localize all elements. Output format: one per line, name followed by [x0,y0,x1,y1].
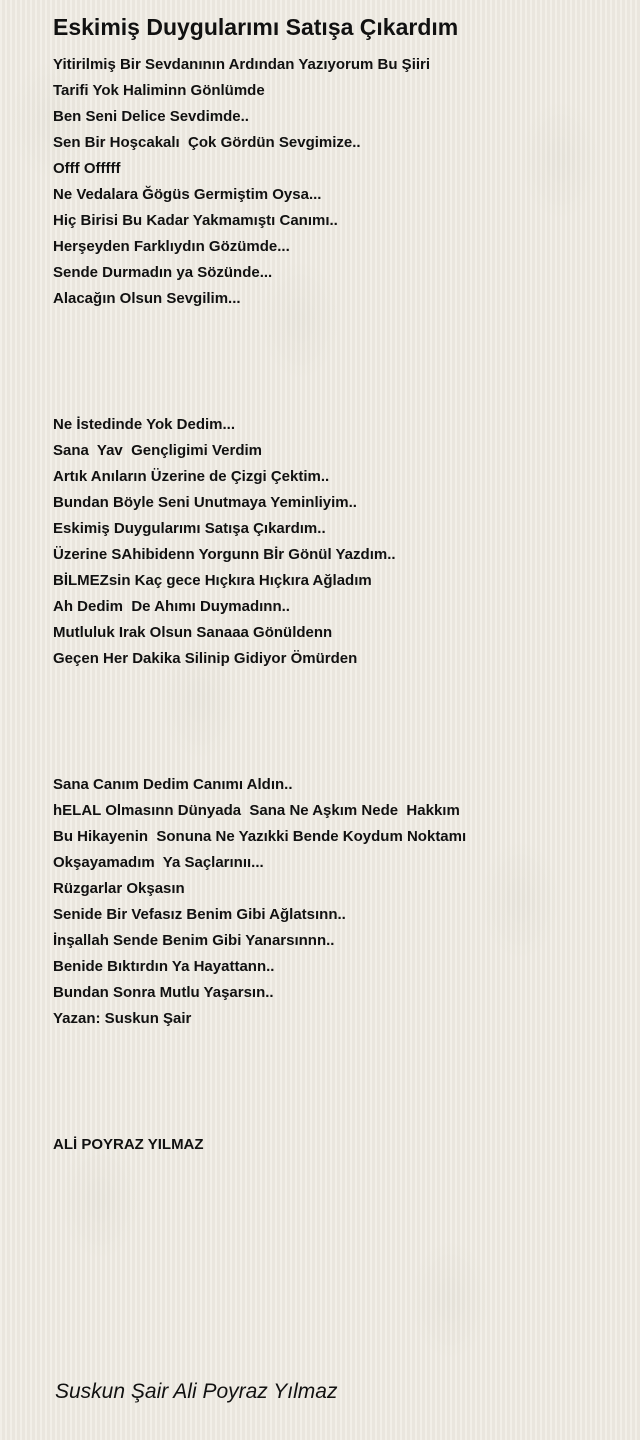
stanza-1 [53,52,430,312]
poem-line: Sende Durmadın ya Sözünde... [53,264,273,281]
stanza-3 [53,772,466,1032]
poem-line: Ben Seni Delice Sevdimde.. [53,108,249,125]
poem-line: Yazan: Suskun Şair [53,1010,192,1027]
poem-line: Hiç Birisi Bu Kadar Yakmamıştı Canımı.. [53,212,338,229]
author-signature: Suskun Şair Ali Poyraz Yılmaz [55,1380,338,1403]
author-name: ALİ POYRAZ YILMAZ [53,1136,204,1153]
poem-line: Mutluluk Irak Olsun Sanaaa Gönüldenn [53,624,333,641]
poem-line: Bu Hikayenin Sonuna Ne Yazıkki Bende Koydum Noktamı [53,828,467,845]
stanza-2 [53,412,396,672]
poem-line: Üzerine SAhibidenn Yorgunn Bİr Gönül Yazdım.. [53,546,396,563]
poem-line: Ne Vedalara Ğögüs Germiştim Oysa... [53,186,322,203]
poem-line: hELAL Olmasınn Dünyada Sana Ne Aşkım Nede Hakkım [53,802,460,819]
poem-line: Sen Bir Hoşcakalı Çok Gördün Sevgimize.. [53,134,361,151]
poem-line: Ah Dedim De Ahımı Duymadınn.. [53,598,290,615]
poem-line: Alacağın Olsun Sevgilim... [53,290,241,307]
poem-line: Geçen Her Dakika Silinip Gidiyor Ömürden [53,650,358,667]
poem-line: Okşayamadım Ya Saçlarınıı... [53,854,264,871]
poem-line: Sana Yav Gençligimi Verdim [53,442,262,459]
poem-line: Artık Anıların Üzerine de Çizgi Çektim.. [53,468,330,485]
poem-line: Benide Bıktırdın Ya Hayattann.. [53,958,275,975]
poem-line: Ne İstedinde Yok Dedim... [53,416,235,433]
poem-line: Yitirilmiş Bir Sevdanının Ardından Yazıyorum Bu Şiiri [53,56,431,73]
poem-line: BİLMEZsin Kaç gece Hıçkıra Hıçkıra Ağladım [53,572,372,589]
poem-title: Eskimiş Duygularımı Satışa Çıkardım [53,14,459,40]
poem-line: Bundan Böyle Seni Unutmaya Yeminliyim.. [53,494,357,511]
poem-line: Bundan Sonra Mutlu Yaşarsın.. [53,984,274,1001]
poem-line: Offf Offfff [53,160,121,177]
poem-line: Senide Bir Vefasız Benim Gibi Ağlatsınn.. [53,906,346,923]
poem-line: Sana Canım Dedim Canımı Aldın.. [53,776,293,793]
poem-line: Herşeyden Farklıydın Gözümde... [53,238,290,255]
poem-line: Rüzgarlar Okşasın [53,880,185,897]
poem-line: İnşallah Sende Benim Gibi Yanarsınnn.. [53,932,335,949]
poem-line: Eskimiş Duygularımı Satışa Çıkardım.. [53,520,326,537]
poem-line: Tarifi Yok Haliminn Gönlümde [53,82,265,99]
